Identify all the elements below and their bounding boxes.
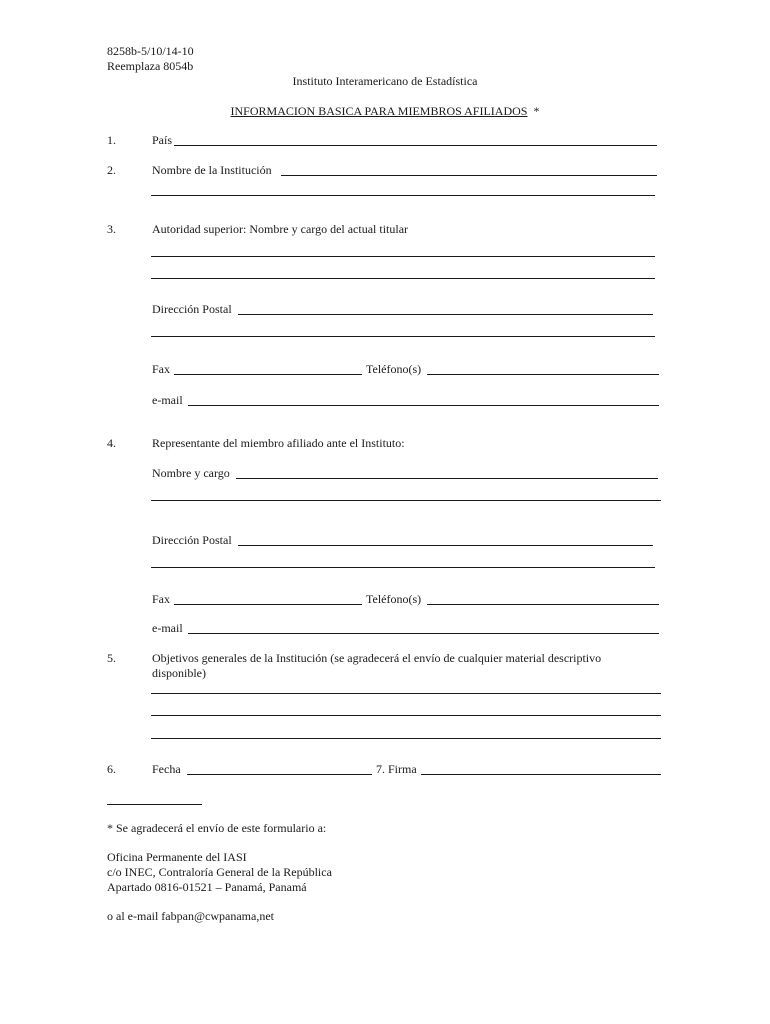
objectives-field-line-1[interactable]: [151, 693, 661, 694]
title-asterisk: *: [533, 104, 540, 118]
representative-address-label: Dirección Postal: [152, 533, 232, 547]
authority-address-label: Dirección Postal: [152, 302, 232, 316]
representative-address-field[interactable]: [238, 545, 653, 546]
representative-name-field-line-2[interactable]: [151, 500, 661, 501]
representative-address-field-line-2[interactable]: [151, 567, 655, 568]
item-number-2: 2.: [107, 163, 116, 177]
country-field[interactable]: [174, 145, 657, 146]
address-line-3: Apartado 0816-01521 – Panamá, Panamá: [107, 880, 307, 894]
representative-email-label: e-mail: [152, 621, 183, 635]
authority-fax-field[interactable]: [174, 374, 362, 375]
representative-label: Representante del miembro afiliado ante el Instituto:: [152, 436, 405, 450]
item-number-4: 4.: [107, 436, 116, 450]
signature-label: 7. Firma: [376, 762, 417, 776]
replaces-note: Reemplaza 8054b: [107, 59, 194, 73]
objectives-field-line-3[interactable]: [151, 738, 661, 739]
institution-name-label: Nombre de la Institución: [152, 163, 272, 177]
item-number-5: 5.: [107, 651, 116, 665]
authority-field-line-1[interactable]: [151, 256, 655, 257]
authority-label: Autoridad superior: Nombre y cargo del actual titular: [152, 222, 409, 236]
objectives-label-line-2: disponible): [152, 666, 206, 680]
country-label: País: [152, 133, 173, 147]
date-field[interactable]: [187, 774, 372, 775]
representative-fax-field[interactable]: [174, 604, 362, 605]
institution-name-field-line-2[interactable]: [151, 195, 655, 196]
authority-fax-label: Fax: [152, 362, 170, 376]
authority-email-label: e-mail: [152, 393, 183, 407]
authority-phone-label: Teléfono(s): [366, 362, 422, 376]
representative-name-field[interactable]: [236, 478, 658, 479]
form-title: [0, 104, 770, 118]
authority-phone-field[interactable]: [427, 374, 659, 375]
contact-email: o al e-mail fabpan@cwpanama,net: [107, 909, 274, 923]
authority-field-line-2[interactable]: [151, 278, 655, 279]
representative-phone-label: Teléfono(s): [366, 592, 422, 606]
representative-name-label: Nombre y cargo: [152, 466, 230, 480]
item-number-1: 1.: [107, 133, 116, 147]
representative-fax-label: Fax: [152, 592, 170, 606]
address-line-1: Oficina Permanente del IASI: [107, 850, 247, 864]
form-title-text: INFORMACION BASICA PARA MIEMBROS AFILIADOS: [230, 104, 528, 118]
address-line-2: c/o INEC, Contraloría General de la República: [107, 865, 332, 879]
authority-address-field[interactable]: [238, 314, 653, 315]
institution-name-field[interactable]: [281, 175, 657, 176]
authority-address-field-line-2[interactable]: [151, 336, 655, 337]
representative-email-field[interactable]: [188, 633, 659, 634]
objectives-label-line-1: Objetivos generales de la Institución (se agradecerá el envío de cualquier material descriptivo: [152, 651, 602, 665]
form-code: 8258b-5/10/14-10: [107, 44, 194, 58]
item-number-6: 6.: [107, 762, 116, 776]
item-number-3: 3.: [107, 222, 116, 236]
signature-field[interactable]: [421, 774, 661, 775]
authority-email-field[interactable]: [188, 405, 659, 406]
objectives-field-line-2[interactable]: [151, 715, 661, 716]
footnote-separator: [107, 804, 202, 805]
representative-phone-field[interactable]: [427, 604, 659, 605]
date-label: Fecha: [152, 762, 181, 776]
footnote-text: * Se agradecerá el envío de este formulario a:: [107, 821, 327, 835]
institute-name: Instituto Interamericano de Estadística: [292, 74, 478, 88]
